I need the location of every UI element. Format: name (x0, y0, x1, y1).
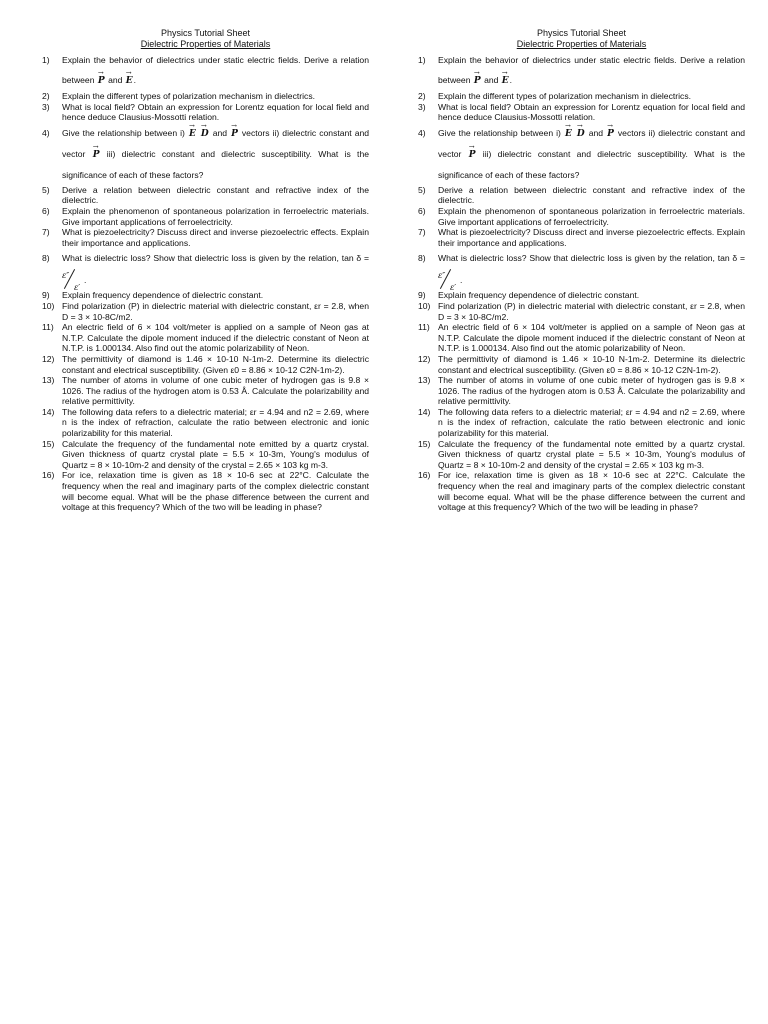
vector-p-symbol: → P (98, 71, 105, 91)
question-item (418, 290, 745, 301)
question-text: Calculate the frequency of the fundamental note emitted by a quartz crystal. Given thickness of quartz crystal plate = 5.5 × 10-3m, Young's modulus of Quartz = 8 × 10-10m-2 and density of the crystal = 2.65 × 103 kg m-3. (438, 438, 745, 470)
question-item (42, 248, 369, 293)
question-text: What is dielectric loss? Show that dielectric loss is given by the relation, tan δ = (438, 253, 745, 264)
question-text: An electric field of 6 × 104 volt/meter is applied on a sample of Neon gas at N.T.P. Calculate the dipole moment induced if the dielectric constant of Neon at N.T.P. is 1.000134. Also find out the atomic polarizability of Neon. (62, 322, 369, 354)
question-item (418, 185, 745, 206)
question-text: and (484, 75, 499, 85)
epsilon-double-prime: ε″ (438, 271, 446, 281)
question-item (42, 123, 369, 185)
vector-e-symbol: → E (189, 124, 196, 144)
question-text: For ice, relaxation time is given as 18 × 10-6 sec at 22°C. Calculate the frequency when the real and imaginary parts of the complex dielectric constant will become equal. What will be the phase difference between the current and voltage at this frequency? Which of the two will be leading in phase? (62, 470, 369, 513)
question-text: Give the relationship between i) (62, 127, 185, 138)
question-text: What is local field? Obtain an expression for Lorentz equation for local field and hence deduce Clausius-Mossotti relation. (62, 101, 369, 123)
question-item (418, 248, 745, 293)
question-text: and (588, 127, 604, 138)
question-number: 10) (42, 300, 55, 311)
question-number: 5) (42, 184, 50, 195)
question-text: Explain the different types of polarization mechanism in dielectrics. (438, 91, 692, 101)
question-item (418, 375, 745, 407)
question-text: What is piezoelectricity? Discuss direct and inverse piezoelectric effects. Explain their importance and applications. (438, 227, 745, 248)
question-text: vectors ii) dielectric constant and vector (438, 127, 746, 159)
vector-p-symbol: → P (474, 71, 481, 91)
question-number: 12) (418, 353, 431, 364)
vector-p-symbol: → P (469, 145, 476, 165)
loss-tangent-fraction (438, 268, 463, 293)
question-item (418, 227, 745, 248)
question-number: 14) (418, 406, 431, 417)
question-text: The permittivity of diamond is 1.46 × 10-10 N-1m-2. Determine its dielectric constant and electrical susceptibility. (Given ε0 = 8.86 × 10-12 C2N-1m-2). (62, 353, 369, 375)
question-item (418, 50, 745, 91)
question-item (42, 375, 369, 407)
epsilon-double-prime: ε″ (62, 271, 70, 281)
question-item (418, 123, 745, 185)
question-number: 9) (42, 290, 50, 301)
question-item (42, 227, 369, 248)
question-item (42, 470, 369, 512)
question-number: 6) (42, 205, 50, 216)
question-text: The following data refers to a dielectric material; εr = 4.94 and n2 = 2.69, where n is the index of refraction, calculate the ratio between electronic and ionic polarizability for this material. (62, 406, 369, 439)
question-number: 1) (418, 55, 426, 65)
question-text: The number of atoms in volume of one cubic meter of hydrogen gas is 9.8 × 1026. The radius of the hydrogen atom is 0.53 Å. Calculate the polarizability and relative permittivity. (438, 375, 745, 407)
question-text: . (460, 275, 463, 286)
question-item (42, 290, 369, 301)
sheet-title: Physics Tutorial Sheet (536, 28, 627, 38)
question-number: 15) (42, 438, 55, 449)
question-item (418, 91, 745, 102)
question-number: 11) (42, 322, 54, 333)
question-text: The number of atoms in volume of one cubic meter of hydrogen gas is 9.8 × 1026. The radius of the hydrogen atom is 0.53 Å. Calculate the polarizability and relative permittivity. (62, 375, 369, 407)
question-text: and (212, 127, 228, 138)
sheet-subtitle: Dielectric Properties of Materials (516, 38, 647, 49)
question-number: 3) (42, 101, 50, 112)
epsilon-prime: ε′ (450, 283, 457, 293)
question-text: What is local field? Obtain an expression for Lorentz equation for local field and hence deduce Clausius-Mossotti relation. (438, 101, 745, 123)
question-number: 14) (42, 406, 55, 417)
vector-p-symbol: → P (607, 124, 614, 144)
question-text: iii) dielectric constant and dielectric susceptibility. What is the significance of each of these factors? (438, 148, 746, 180)
question-item (418, 407, 745, 439)
vector-p-symbol: → P (231, 124, 238, 144)
question-text: Find polarization (P) in dielectric material with dielectric constant, εr = 2.8, when D = 3 × 10-8C/m2. (62, 300, 369, 322)
question-text: The permittivity of diamond is 1.46 × 10-10 N-1m-2. Determine its dielectric constant and electrical susceptibility. (Given ε0 = 8.86 × 10-12 C2N-1m-2). (438, 353, 745, 375)
question-text: vectors ii) dielectric constant and vector (62, 127, 370, 159)
question-text: . (84, 275, 87, 286)
question-number: 13) (418, 375, 431, 386)
question-item (418, 439, 745, 471)
loss-tangent-fraction (62, 268, 87, 293)
question-number: 13) (42, 375, 55, 386)
question-item (418, 301, 745, 322)
question-item (418, 354, 745, 375)
question-item (42, 50, 369, 91)
question-number: 16) (42, 470, 55, 481)
question-number: 9) (418, 290, 426, 301)
question-text: Explain frequency dependence of dielectric constant. (62, 290, 264, 301)
question-number: 8) (418, 253, 426, 264)
question-number: 2) (42, 91, 50, 101)
question-number: 16) (418, 470, 431, 481)
vector-d-symbol: → D (577, 124, 585, 144)
question-number: 6) (418, 205, 426, 216)
question-text: . (133, 75, 137, 85)
question-text: Derive a relation between dielectric constant and refractive index of the dielectric. (62, 184, 369, 206)
question-number: 15) (418, 438, 431, 449)
question-item (42, 206, 369, 227)
question-number: 3) (418, 101, 426, 112)
question-number: 2) (418, 91, 426, 101)
question-text: Explain the behavior of dielectrics under static electric fields. Derive a relation between (62, 55, 369, 85)
question-item (42, 407, 369, 439)
question-number: 4) (42, 127, 50, 138)
question-text: What is piezoelectricity? Discuss direct and inverse piezoelectric effects. Explain their importance and applications. (62, 227, 369, 248)
question-item (418, 206, 745, 227)
vector-e-symbol: → E (126, 71, 133, 91)
question-text: Explain frequency dependence of dielectric constant. (438, 290, 640, 301)
question-number: 7) (418, 227, 426, 238)
sheet-title: Physics Tutorial Sheet (160, 28, 251, 38)
question-number: 8) (42, 253, 50, 264)
tutorial-sheet-right (418, 28, 745, 513)
vector-d-symbol: → D (201, 124, 209, 144)
question-text: Explain the phenomenon of spontaneous polarization in ferroelectric materials. Give important applications of ferroelectricity. (62, 205, 369, 227)
question-text: Give the relationship between i) (438, 127, 561, 138)
question-text: and (108, 75, 123, 85)
question-text: The following data refers to a dielectric material; εr = 4.94 and n2 = 2.69, where n is the index of refraction, calculate the ratio between electronic and ionic polarizability for this material. (438, 406, 745, 439)
question-number: 7) (42, 227, 50, 238)
question-text: . (509, 75, 513, 85)
question-text: Find polarization (P) in dielectric material with dielectric constant, εr = 2.8, when D = 3 × 10-8C/m2. (438, 300, 745, 322)
epsilon-prime: ε′ (74, 283, 81, 293)
question-item (42, 439, 369, 471)
question-number: 12) (42, 353, 55, 364)
question-item (42, 322, 369, 354)
question-text: Calculate the frequency of the fundamental note emitted by a quartz crystal. Given thickness of quartz crystal plate = 5.5 × 10-3m, Young's modulus of Quartz = 8 × 10-10m-2 and density of the crystal = 2.65 × 103 kg m-3. (62, 438, 369, 470)
sheet-subtitle: Dielectric Properties of Materials (140, 38, 271, 49)
question-text: An electric field of 6 × 104 volt/meter is applied on a sample of Neon gas at N.T.P. Calculate the dipole moment induced if the dielectric constant of Neon at N.T.P. is 1.000134. Also find out the atomic polarizability of Neon. (438, 322, 745, 354)
question-number: 5) (418, 184, 426, 195)
question-text: Explain the different types of polarization mechanism in dielectrics. (62, 91, 316, 101)
question-text: For ice, relaxation time is given as 18 × 10-6 sec at 22°C. Calculate the frequency when the real and imaginary parts of the complex dielectric constant will become equal. What will be the phase difference between the current and voltage at this frequency? Which of the two will be leading in phase? (438, 470, 745, 513)
question-number: 10) (418, 300, 431, 311)
question-list (418, 50, 745, 513)
question-item (42, 301, 369, 322)
question-item (42, 185, 369, 206)
vector-p-symbol: → P (93, 145, 100, 165)
question-item (42, 354, 369, 375)
tutorial-sheet-left (42, 28, 369, 513)
question-text: Explain the behavior of dielectrics under static electric fields. Derive a relation between (438, 55, 745, 85)
question-text: What is dielectric loss? Show that dielectric loss is given by the relation, tan δ = (62, 253, 369, 264)
question-list (42, 50, 369, 513)
question-item (42, 91, 369, 102)
question-item (418, 322, 745, 354)
question-number: 1) (42, 55, 50, 65)
vector-e-symbol: → E (502, 71, 509, 91)
question-number: 4) (418, 127, 426, 138)
vector-e-symbol: → E (565, 124, 572, 144)
question-item (418, 470, 745, 512)
question-text: iii) dielectric constant and dielectric susceptibility. What is the significance of each of these factors? (62, 148, 370, 180)
question-number: 11) (418, 322, 430, 333)
question-text: Derive a relation between dielectric constant and refractive index of the dielectric. (438, 184, 745, 206)
question-text: Explain the phenomenon of spontaneous polarization in ferroelectric materials. Give important applications of ferroelectricity. (438, 205, 745, 227)
